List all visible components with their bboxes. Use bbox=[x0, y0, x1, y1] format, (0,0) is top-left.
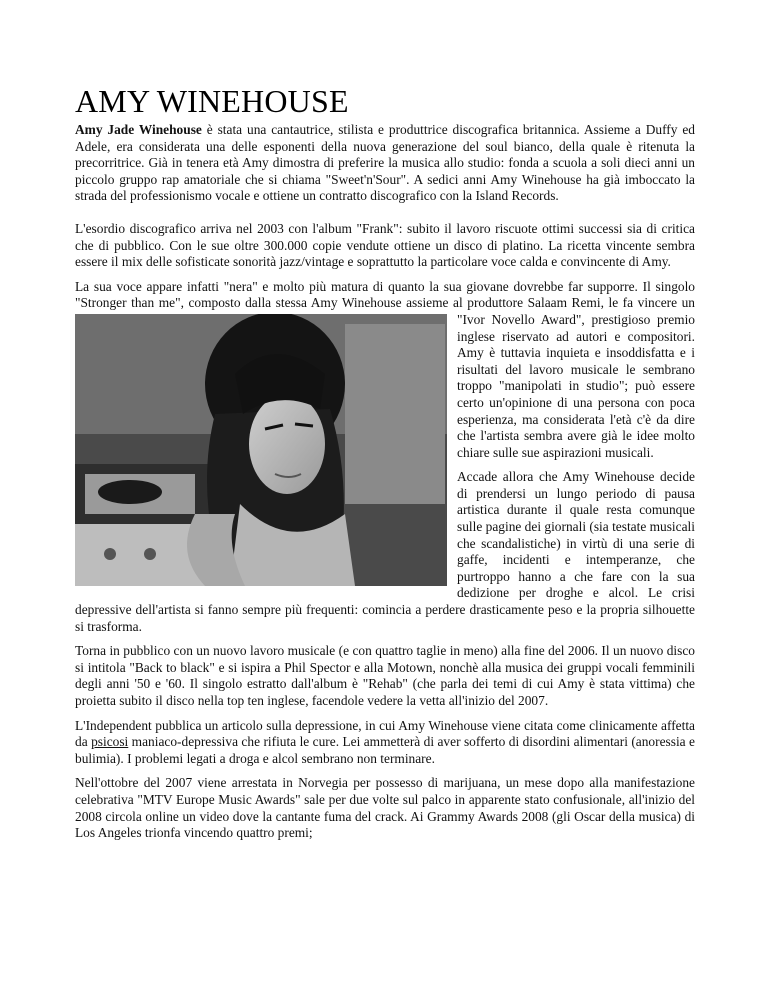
paragraph-3 bbox=[75, 279, 695, 462]
paragraph-3-text-start: La sua voce appare infatti "nera" e molto più matura di quanto la sua giovane dovrebbe far supporre. Il singolo "Stronger than me", composto dalla stessa Amy Winehouse assieme al produttore Salaam bbox=[75, 278, 695, 311]
paragraph-1 bbox=[75, 122, 695, 205]
paragraph-3-text-end: Remi, le fa vincere un "Ivor Novello Award", prestigioso premio inglese riservato ad autori e compositori. Amy è tuttavia inquieta e insoddisfatta e i risultati del lavoro musicale le sembrano troppo "manipolati in studio"; può essere certo un'opinione di una persona con poca esperienza, ma considerata l'età c'è da dire che l'artista sembra avere già le idee molto chiare sulle sue aspirazioni musicali. bbox=[457, 295, 695, 460]
paragraph-6-text-a: L'Independent pubblica un articolo sulla depressione, in cui Amy Winehouse viene citata come clinicamente affetta da bbox=[75, 717, 695, 750]
portrait-photo-drawing bbox=[75, 314, 447, 586]
paragraph-7: Nell'ottobre del 2007 viene arrestata in Norvegia per possesso di marijuana, un mese dopo alla manifestazione celebrativa "MTV Europe Music Awards" sale per due volte sul palco in apparente stato confusionale, all'inizio del 2008 circola online un video dove la cantante fuma del crack. Ai Grammy Awards 2008 (gli Oscar della musica) di Los Angeles trionfa vincendo quattro premi; bbox=[75, 775, 695, 841]
document-page bbox=[75, 84, 695, 850]
psicosi-link[interactable]: psicosi bbox=[91, 734, 129, 750]
portrait-photo bbox=[75, 314, 447, 586]
paragraph-1-text: è stata una cantautrice, stilista e produttrice discografica britannica. Assieme a Duffy ed Adele, era considerata una delle esponenti della nuova generazione del soul bianco, della quale è ritenuta la precorritrice. Già in tenera età Amy dimostra di preferire la musica allo studio: fonda a scuola a soli dieci anni un piccolo gruppo rap amatoriale che si chiama "Sweet'n'Sour". A sedici anni Amy Winehouse ha già imboccato la strada del professionismo vocale e ottiene un contratto discografico con la Island Records. bbox=[75, 122, 695, 204]
paragraph-3-text bbox=[75, 279, 695, 460]
paragraph-5: Torna in pubblico con un nuovo lavoro musicale (e con quattro taglie in meno) alla fine del 2006. Il un nuovo disco si intitola "Back to black" e si ispira a Phil Spector e alla Motown, nonchè alla musica dei gruppi vocali femminili degli anni '50 e '60. Il singolo estratto dall'album è "Rehab" (che parla dei temi di cui Amy è stata vittima) che proietta subito il disco nella top ten inglese, facendole vedere la vetta all'inizio del 2007. bbox=[75, 643, 695, 708]
page-title: AMY WINEHOUSE bbox=[75, 83, 349, 119]
subject-name: Amy Jade Winehouse bbox=[75, 122, 202, 137]
paragraph-6 bbox=[75, 718, 695, 768]
paragraph-6-text-b: maniaco-depressiva che rifiuta le cure. Lei ammetterà di aver sofferto di disordini alimentari (anoressia e bulimia). I problemi legati a droga e alcol sembrano non terminare. bbox=[75, 734, 695, 766]
paragraph-2: L'esordio discografico arriva nel 2003 con l'album "Frank": subito il lavoro riscuote ottimi successi sia di critica che di pubblico. Con le sue oltre 300.000 copie vendute ottiene un disco di platino. La ricetta vincente sembra essere il mix delle sofisticate sonorità jazz/vintage e soprattutto la particolare voce calda e convincente di Amy. bbox=[75, 220, 695, 270]
paragraph-4-text: Accade allora che Amy Winehouse decide di prendersi un lungo periodo di pausa artistica durante il quale resta comunque sulle pagine dei giornali (sia testate musicali che scandalistiche) in virtù di una serie di gaffe, incidenti e intemperanze, che purtroppo hanno a che fare con la sua dedizione per droghe e alcol. Le crisi depressive dell'artista si fanno sempre più frequenti: comincia a perdere drasticamente peso e la propria silhouette si trasforma. bbox=[75, 469, 695, 634]
